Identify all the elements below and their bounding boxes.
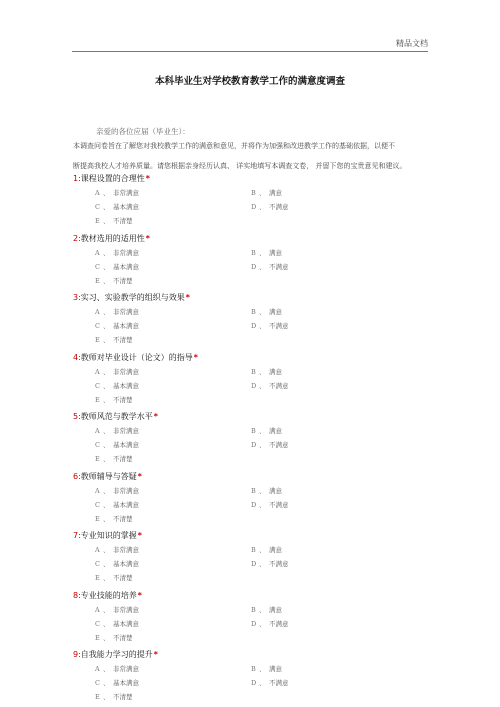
option-e[interactable]	[95, 335, 133, 344]
question-text: 教师风范与教学水平	[80, 412, 153, 421]
question-number: 5:	[73, 412, 81, 421]
option-label: 不清楚	[113, 336, 133, 344]
option-label: 不满意	[269, 203, 289, 211]
option-label: 满意	[269, 546, 282, 554]
option-letter: B	[251, 486, 256, 495]
option-label: 满意	[269, 606, 282, 614]
option-letter: D	[251, 321, 257, 330]
option-letter: A	[95, 248, 100, 257]
option-label: 不满意	[269, 263, 289, 271]
option-d[interactable]	[251, 262, 289, 271]
option-label: 非常满意	[113, 249, 139, 257]
option-letter: A	[95, 605, 100, 614]
option-separator: 、	[103, 203, 110, 211]
option-c[interactable]	[95, 202, 139, 211]
option-separator: 、	[259, 249, 266, 257]
question-block	[73, 530, 433, 588]
option-separator: 、	[259, 501, 266, 509]
option-label: 非常满意	[113, 368, 139, 376]
option-separator: 、	[259, 427, 266, 435]
option-separator: 、	[103, 620, 110, 628]
question-text: 教师辅导与答疑	[80, 472, 137, 481]
intro-paragraph-line-1: 本调查问卷旨在了解您对我校教学工作的满意和意见，并将作为加强和改进教学工作的基础依据，以便不	[73, 142, 395, 150]
option-letter: A	[95, 664, 100, 673]
option-a[interactable]	[95, 545, 139, 554]
question-block	[73, 292, 433, 350]
option-letter: C	[95, 202, 100, 211]
option-separator: 、	[259, 620, 266, 628]
question-heading	[73, 352, 198, 363]
greeting: 亲爱的各位应届（毕业生）：	[96, 127, 190, 136]
option-separator: 、	[103, 263, 110, 271]
option-e[interactable]	[95, 514, 133, 523]
option-letter: A	[95, 545, 100, 554]
option-separator: 、	[103, 679, 110, 687]
option-separator: 、	[259, 308, 266, 316]
option-b[interactable]	[251, 307, 282, 316]
option-letter: B	[251, 426, 256, 435]
option-letter: D	[251, 619, 257, 628]
question-heading	[73, 530, 142, 541]
option-separator: 、	[103, 455, 110, 463]
option-a[interactable]	[95, 188, 139, 197]
option-letter: E	[95, 633, 100, 642]
option-separator: 、	[259, 546, 266, 554]
question-text: 自我能力学习的提升	[80, 650, 153, 659]
option-e[interactable]	[95, 573, 133, 582]
option-label: 满意	[269, 487, 282, 495]
option-letter: E	[95, 276, 100, 285]
question-block	[73, 352, 433, 410]
option-d[interactable]	[251, 321, 289, 330]
option-label: 基本满意	[113, 620, 139, 628]
option-letter: E	[95, 454, 100, 463]
option-label: 非常满意	[113, 308, 139, 316]
option-separator: 、	[259, 263, 266, 271]
option-separator: 、	[103, 396, 110, 404]
option-a[interactable]	[95, 605, 139, 614]
question-block	[73, 411, 433, 469]
option-letter: C	[95, 440, 100, 449]
option-letter: C	[95, 500, 100, 509]
option-letter: D	[251, 559, 257, 568]
option-label: 非常满意	[113, 427, 139, 435]
option-separator: 、	[103, 606, 110, 614]
option-label: 不满意	[269, 382, 289, 390]
option-separator: 、	[259, 560, 266, 568]
question-text: 专业知识的掌握	[80, 531, 137, 540]
option-c[interactable]	[95, 440, 139, 449]
option-label: 不清楚	[113, 217, 133, 225]
option-label: 不满意	[269, 322, 289, 330]
option-separator: 、	[103, 336, 110, 344]
option-separator: 、	[259, 322, 266, 330]
option-separator: 、	[103, 634, 110, 642]
option-label: 满意	[269, 427, 282, 435]
option-letter: D	[251, 202, 257, 211]
option-separator: 、	[103, 427, 110, 435]
option-letter: B	[251, 664, 256, 673]
option-label: 基本满意	[113, 679, 139, 687]
question-number: 9:	[73, 650, 81, 659]
question-heading	[73, 233, 150, 244]
option-separator: 、	[103, 665, 110, 673]
option-label: 不清楚	[113, 634, 133, 642]
question-number: 1:	[73, 174, 81, 183]
option-e[interactable]	[95, 276, 133, 285]
option-c[interactable]	[95, 381, 139, 390]
option-letter: C	[95, 321, 100, 330]
option-letter: B	[251, 248, 256, 257]
option-separator: 、	[259, 368, 266, 376]
question-heading	[73, 590, 142, 601]
option-letter: E	[95, 395, 100, 404]
option-label: 基本满意	[113, 322, 139, 330]
option-letter: C	[95, 381, 100, 390]
question-number: 4:	[73, 353, 81, 362]
required-mark: *	[145, 234, 150, 243]
option-letter: E	[95, 216, 100, 225]
option-e[interactable]	[95, 454, 133, 463]
option-e[interactable]	[95, 395, 133, 404]
option-label: 不满意	[269, 560, 289, 568]
option-separator: 、	[103, 382, 110, 390]
option-b[interactable]	[251, 426, 282, 435]
header-label: 精品文档	[396, 39, 428, 48]
option-letter: D	[251, 500, 257, 509]
option-d[interactable]	[251, 619, 289, 628]
option-d[interactable]	[251, 381, 289, 390]
option-separator: 、	[103, 322, 110, 330]
option-letter: E	[95, 335, 100, 344]
question-block	[73, 649, 433, 707]
option-label: 不清楚	[113, 693, 133, 701]
option-label: 不满意	[269, 441, 289, 449]
option-c[interactable]	[95, 500, 139, 509]
option-letter: B	[251, 545, 256, 554]
option-label: 非常满意	[113, 665, 139, 673]
required-mark: *	[153, 650, 158, 659]
option-b[interactable]	[251, 248, 282, 257]
required-mark: *	[185, 293, 190, 302]
option-letter: E	[95, 573, 100, 582]
question-heading	[73, 471, 142, 482]
option-d[interactable]	[251, 440, 289, 449]
option-label: 非常满意	[113, 487, 139, 495]
option-c[interactable]	[95, 321, 139, 330]
option-label: 不清楚	[113, 277, 133, 285]
option-separator: 、	[103, 487, 110, 495]
required-mark: *	[137, 531, 142, 540]
option-letter: B	[251, 307, 256, 316]
option-separator: 、	[103, 560, 110, 568]
option-label: 基本满意	[113, 560, 139, 568]
option-b[interactable]	[251, 545, 282, 554]
option-letter: B	[251, 188, 256, 197]
option-separator: 、	[103, 546, 110, 554]
question-heading	[73, 292, 190, 303]
option-letter: E	[95, 692, 100, 701]
question-number: 6:	[73, 472, 81, 481]
required-mark: *	[153, 412, 158, 421]
option-d[interactable]	[251, 500, 289, 509]
option-e[interactable]	[95, 216, 133, 225]
option-label: 满意	[269, 368, 282, 376]
option-separator: 、	[259, 606, 266, 614]
question-block	[73, 590, 433, 648]
option-separator: 、	[259, 189, 266, 197]
option-separator: 、	[103, 574, 110, 582]
option-separator: 、	[103, 441, 110, 449]
option-a[interactable]	[95, 248, 139, 257]
option-label: 非常满意	[113, 189, 139, 197]
header-rule	[72, 51, 428, 52]
option-label: 不清楚	[113, 455, 133, 463]
option-label: 基本满意	[113, 441, 139, 449]
question-number: 3:	[73, 293, 81, 302]
option-b[interactable]	[251, 605, 282, 614]
option-letter: D	[251, 262, 257, 271]
option-a[interactable]	[95, 664, 139, 673]
option-label: 满意	[269, 249, 282, 257]
option-d[interactable]	[251, 678, 289, 687]
option-c[interactable]	[95, 678, 139, 687]
option-label: 不满意	[269, 501, 289, 509]
question-heading	[73, 649, 158, 660]
option-separator: 、	[259, 665, 266, 673]
question-text: 教师对毕业设计（论文）的指导	[80, 353, 193, 362]
option-letter: B	[251, 367, 256, 376]
option-letter: C	[95, 262, 100, 271]
required-mark: *	[145, 174, 150, 183]
option-letter: C	[95, 678, 100, 687]
option-label: 基本满意	[113, 382, 139, 390]
option-letter: A	[95, 367, 100, 376]
question-block	[73, 471, 433, 529]
option-label: 满意	[269, 308, 282, 316]
option-separator: 、	[103, 308, 110, 316]
option-letter: E	[95, 514, 100, 523]
document-title: 本科毕业生对学校教育教学工作的满意度调查	[154, 76, 345, 87]
question-heading	[73, 173, 150, 184]
option-letter: D	[251, 678, 257, 687]
question-text: 专业技能的培养	[80, 591, 137, 600]
option-c[interactable]	[95, 619, 139, 628]
option-letter: D	[251, 440, 257, 449]
option-separator: 、	[259, 382, 266, 390]
option-label: 满意	[269, 189, 282, 197]
option-separator: 、	[259, 441, 266, 449]
option-label: 基本满意	[113, 203, 139, 211]
option-label: 基本满意	[113, 263, 139, 271]
question-text: 实习、实验教学的组织与效果	[80, 293, 185, 302]
question-text: 教材选用的适用性	[80, 234, 145, 243]
option-label: 不清楚	[113, 515, 133, 523]
option-letter: D	[251, 381, 257, 390]
option-label: 不满意	[269, 620, 289, 628]
option-b[interactable]	[251, 367, 282, 376]
option-letter: B	[251, 605, 256, 614]
option-e[interactable]	[95, 633, 133, 642]
option-separator: 、	[103, 249, 110, 257]
option-a[interactable]	[95, 367, 139, 376]
option-label: 不清楚	[113, 574, 133, 582]
option-b[interactable]	[251, 664, 282, 673]
question-number: 8:	[73, 591, 81, 600]
option-label: 非常满意	[113, 546, 139, 554]
required-mark: *	[193, 353, 198, 362]
option-letter: C	[95, 559, 100, 568]
intro-paragraph-line-2: 断提高我校人才培养质量。请您根据亲身经历认真、 详实地填写本调查文卷， 并留下您的宝贵意见和建议。	[73, 162, 407, 170]
option-separator: 、	[103, 189, 110, 197]
option-d[interactable]	[251, 202, 289, 211]
option-letter: A	[95, 486, 100, 495]
option-separator: 、	[103, 368, 110, 376]
option-separator: 、	[103, 693, 110, 701]
option-letter: A	[95, 307, 100, 316]
option-b[interactable]	[251, 188, 282, 197]
option-letter: C	[95, 619, 100, 628]
option-separator: 、	[103, 217, 110, 225]
required-mark: *	[137, 591, 142, 600]
option-letter: A	[95, 426, 100, 435]
option-a[interactable]	[95, 307, 139, 316]
question-block	[73, 233, 433, 291]
required-mark: *	[137, 472, 142, 481]
option-separator: 、	[259, 203, 266, 211]
question-number: 7:	[73, 531, 81, 540]
option-label: 基本满意	[113, 501, 139, 509]
option-separator: 、	[259, 487, 266, 495]
option-c[interactable]	[95, 559, 139, 568]
option-separator: 、	[103, 277, 110, 285]
option-a[interactable]	[95, 486, 139, 495]
option-d[interactable]	[251, 559, 289, 568]
option-e[interactable]	[95, 692, 133, 701]
option-label: 非常满意	[113, 606, 139, 614]
question-block	[73, 173, 433, 231]
question-text: 课程设置的合理性	[80, 174, 145, 183]
question-heading	[73, 411, 158, 422]
option-label: 不清楚	[113, 396, 133, 404]
option-letter: A	[95, 188, 100, 197]
option-separator: 、	[259, 679, 266, 687]
question-number: 2:	[73, 234, 81, 243]
option-label: 满意	[269, 665, 282, 673]
option-separator: 、	[103, 501, 110, 509]
option-separator: 、	[103, 515, 110, 523]
option-a[interactable]	[95, 426, 139, 435]
option-b[interactable]	[251, 486, 282, 495]
option-c[interactable]	[95, 262, 139, 271]
option-label: 不满意	[269, 679, 289, 687]
